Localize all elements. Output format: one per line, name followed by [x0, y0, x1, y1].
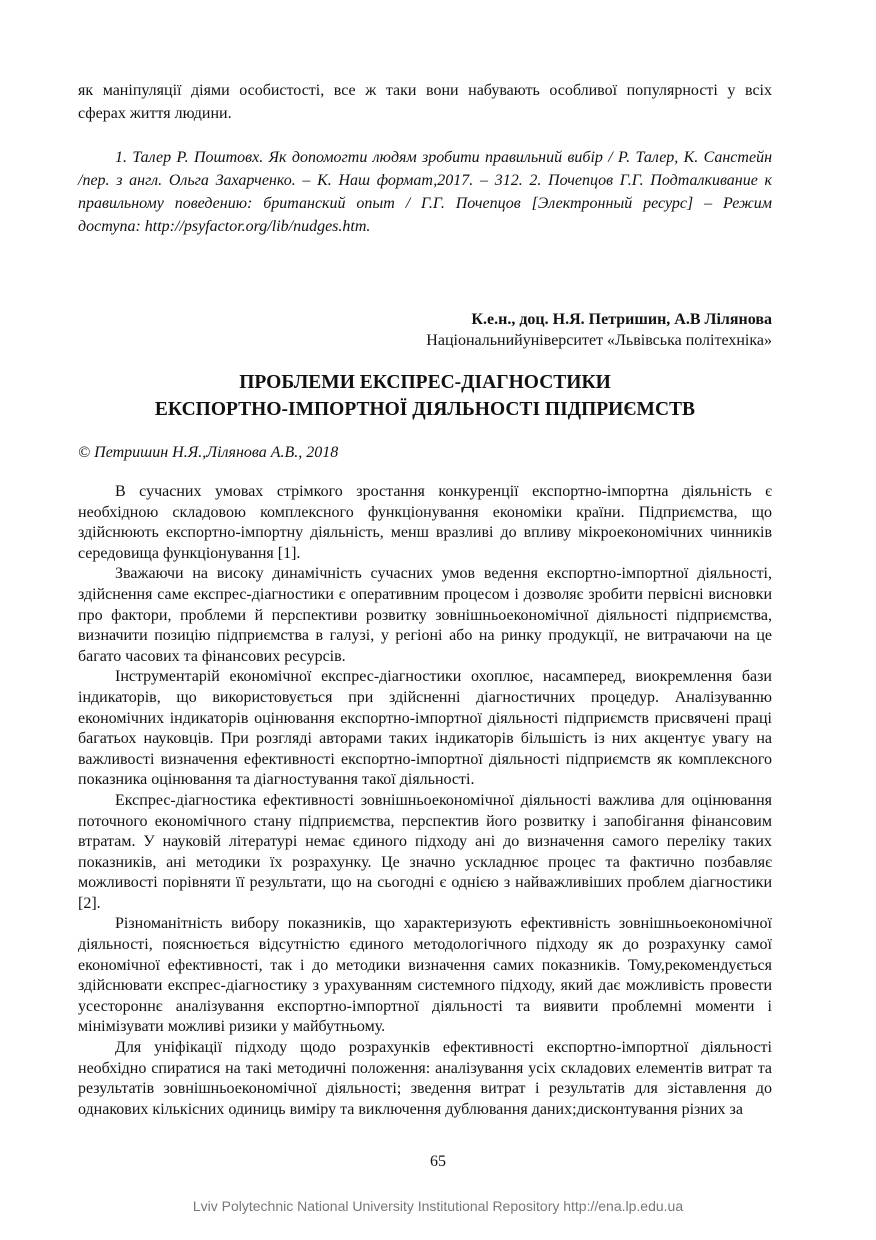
text-line: Зважаючи на високу динамічність сучасних умов ведення експортно-імпортної діяльності, [115, 565, 772, 583]
text-line: сферах життя людини. [78, 104, 232, 122]
reference-line: доступа: http://psyfactor.org/lib/nudges.htm. [78, 218, 371, 235]
text-line: багатьох науковців. При розгляді авторами таких індикаторів більшість із них акцентує увагу на [78, 730, 772, 748]
text-line: економічних індикаторів оцінювання експортно-імпортної діяльності підприємств присвячені праці [78, 709, 772, 727]
text-line: Для уніфікації підходу щодо розрахунків ефективності експортно-імпортної діяльності [115, 1039, 772, 1057]
paragraph [78, 791, 772, 915]
page-number: 65 [430, 1153, 446, 1170]
text-line: необхідною складовою комплексного функціонування економіки країни. Підприємства, що [78, 503, 772, 521]
text-line: економічної ефективності, так і до методики визначення самих показників. Тому,рекомендується [78, 956, 772, 974]
text-line: необхідно спиратися на такі методичні положення: аналізування усіх складових елементів витрат та [78, 1059, 772, 1077]
references [78, 146, 772, 238]
continuation-paragraph [78, 80, 772, 125]
text-line: Інструментарій економічної експрес-діагностики охоплює, насамперед, виокремлення бази [115, 668, 772, 686]
text-line: здійснення саме експрес-діагностики є оперативним процесом і дозволяє зробити первісні висновки [78, 585, 772, 603]
paragraph [78, 564, 772, 667]
text-line: втратам. У науковій літературі немає єдиного підходу ані до визначення самого переліку таких [78, 833, 772, 851]
reference-line: /пер. з англ. Ольга Захарченко. – К. Наш формат,2017. – 312. 2. Почепцов Г.Г. Подталкивание к [78, 172, 772, 189]
reference-line: 1. Талер Р. Поштовх. Як допомогти людям зробити правильний вибір / Р. Талер, К. Санстейн [115, 149, 772, 166]
text-line: В сучасних умовах стрімкого зростання конкуренції експортно-імпортна діяльність є [115, 483, 772, 500]
text-line: визначити позицію підприємства в галузі, у регіоні або на ринку продукції, не витрачаючи на це [78, 627, 772, 645]
text-line: Експрес-діагностика ефективності зовнішньоекономічної діяльності важлива для оцінювання [115, 791, 772, 809]
text-line: показника оцінювання та діагностування такої діяльності. [78, 771, 475, 789]
text-line: важливості визначення ефективності експортно-імпортної діяльності підприємств як комплексного [78, 750, 772, 768]
text-line: мінімізувати можливі ризики у майбутньому. [78, 1018, 386, 1036]
article-body [78, 482, 772, 1120]
text-line: однакових кількісних одиниць виміру та виключення дублювання даних;дисконтування різних за [78, 1100, 743, 1118]
text-line: результатів зовнішньоекономічної діяльності; зведення витрат і результатів для зіставлення до [78, 1080, 772, 1098]
text-line: індикаторів, що використовується при здійсненні діагностичних процедур. Аналізуванню [78, 688, 772, 706]
text-line: усестороннє аналізування експортно-імпортної діяльності та виявити проблемні моменти і [78, 997, 772, 1015]
text-line: показників, ані методики їх розрахунку. Це значно ускладнює процес та фактично позбавляє [78, 853, 772, 871]
title-line: ПРОБЛЕМИ ЕКСПРЕС-ДІАГНОСТИКИ [239, 372, 611, 393]
text-line: багато часових та фінансових ресурсів. [78, 647, 346, 665]
text-line: Різноманітність вибору показників, що характеризують ефективність зовнішньоекономічної [115, 915, 772, 933]
title-line: ЕКСПОРТНО-ІМПОРТНОЇ ДІЯЛЬНОСТІ ПІДПРИЄМСТВ [154, 399, 696, 420]
authors: К.е.н., доц. Н.Я. Петришин, А.В Лілянова [471, 311, 772, 328]
text-line: діяльності, пояснюється відсутністю єдиного методологічного підходу як до розрахунку самої [78, 936, 772, 954]
text-line: середовища функціонування [1]. [78, 544, 301, 562]
text-line: можливості порівняти її результати, що на сьогодні є однією з найважливіших проблем діагностики [78, 874, 772, 892]
affiliation: Національнийуніверситет «Львівська політехніка» [426, 332, 772, 349]
copyright: © Петришин Н.Я.,Лілянова А.В., 2018 [78, 444, 339, 461]
repository-footer: Lviv Polytechnic National University Institutional Repository http://ena.lp.edu.ua [192, 1198, 684, 1214]
reference-line: правильному поведению: британский опыт / Г.Г. Почепцов [Электронный ресурс] – Режим [78, 195, 772, 212]
author-block [78, 309, 772, 351]
text-line: здійснюють експортно-імпортну діяльність, менш вразливі до впливу мікроекономічних чинників [78, 524, 772, 542]
paragraph [78, 1038, 772, 1120]
paragraph [78, 482, 772, 564]
paragraph [78, 914, 772, 1038]
paragraph [78, 667, 772, 791]
text-line: поточного економічного стану підприємства, перспектив його розвитку і запобігання фінансовим [78, 812, 772, 830]
text-line: [2]. [78, 894, 101, 912]
text-line: як маніпуляції діями особистості, все ж таки вони набувають особливої популярності у всіх [78, 82, 772, 99]
text-line: здійснювати експрес-діагностику з урахуванням системного підходу, який дає можливість провести [78, 977, 772, 995]
article-title [78, 369, 772, 423]
text-line: про фактори, проблеми й перспективи розвитку зовнішньоекономічної діяльності підприємства, [78, 606, 772, 624]
